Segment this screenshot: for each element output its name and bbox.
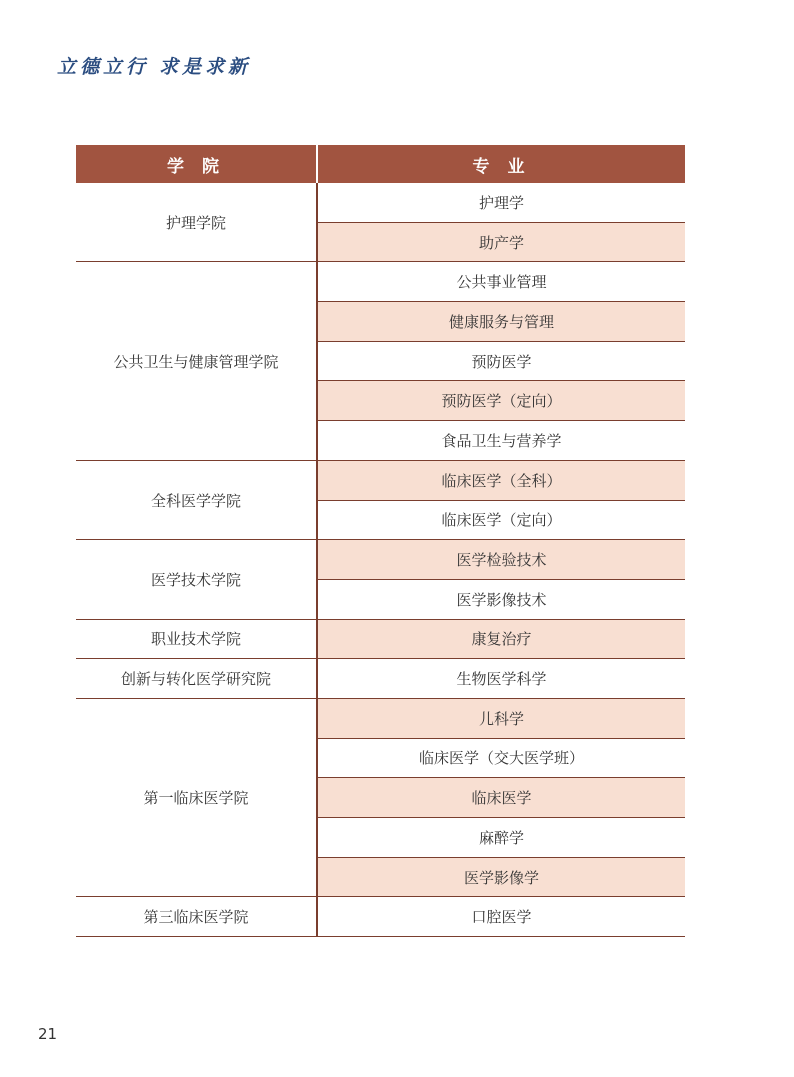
major-cell: 生物医学科学: [317, 659, 685, 699]
header-college: 学 院: [76, 145, 317, 183]
table-row: [76, 262, 685, 302]
college-cell: 护理学院: [76, 183, 317, 262]
college-cell: 第一临床医学院: [76, 698, 317, 896]
major-cell: 临床医学（交大医学班）: [317, 738, 685, 778]
major-cell: 麻醉学: [317, 818, 685, 858]
major-cell: 儿科学: [317, 698, 685, 738]
table-header-row: [76, 145, 685, 183]
major-cell: 康复治疗: [317, 619, 685, 659]
major-cell: 助产学: [317, 222, 685, 262]
major-cell: 临床医学: [317, 778, 685, 818]
table-row: [76, 183, 685, 222]
motto-part-1: 立德立行: [57, 56, 150, 78]
college-cell: 全科医学学院: [76, 460, 317, 539]
table-row: [76, 897, 685, 937]
college-cell: 职业技术学院: [76, 619, 317, 659]
major-cell: 口腔医学: [317, 897, 685, 937]
page-motto: [57, 52, 251, 79]
page-number: 21: [38, 1025, 58, 1043]
header-major: 专 业: [317, 145, 685, 183]
table-row: [76, 619, 685, 659]
college-cell: 公共卫生与健康管理学院: [76, 262, 317, 460]
major-cell: 食品卫生与营养学: [317, 421, 685, 461]
table-row: [76, 540, 685, 580]
major-cell: 预防医学: [317, 341, 685, 381]
motto-part-2: 求是求新: [159, 56, 252, 78]
major-cell: 临床医学（全科）: [317, 460, 685, 500]
college-cell: 医学技术学院: [76, 540, 317, 619]
table-row: [76, 698, 685, 738]
major-cell: 医学检验技术: [317, 540, 685, 580]
major-cell: 医学影像学: [317, 857, 685, 897]
college-cell: 第三临床医学院: [76, 897, 317, 937]
major-cell: 医学影像技术: [317, 579, 685, 619]
college-majors-table: [76, 145, 685, 937]
college-cell: 创新与转化医学研究院: [76, 659, 317, 699]
major-cell: 护理学: [317, 183, 685, 222]
major-cell: 公共事业管理: [317, 262, 685, 302]
table-body: [76, 183, 685, 937]
table-row: [76, 460, 685, 500]
major-cell: 预防医学（定向）: [317, 381, 685, 421]
major-cell: 健康服务与管理: [317, 302, 685, 342]
table-row: [76, 659, 685, 699]
major-cell: 临床医学（定向）: [317, 500, 685, 540]
